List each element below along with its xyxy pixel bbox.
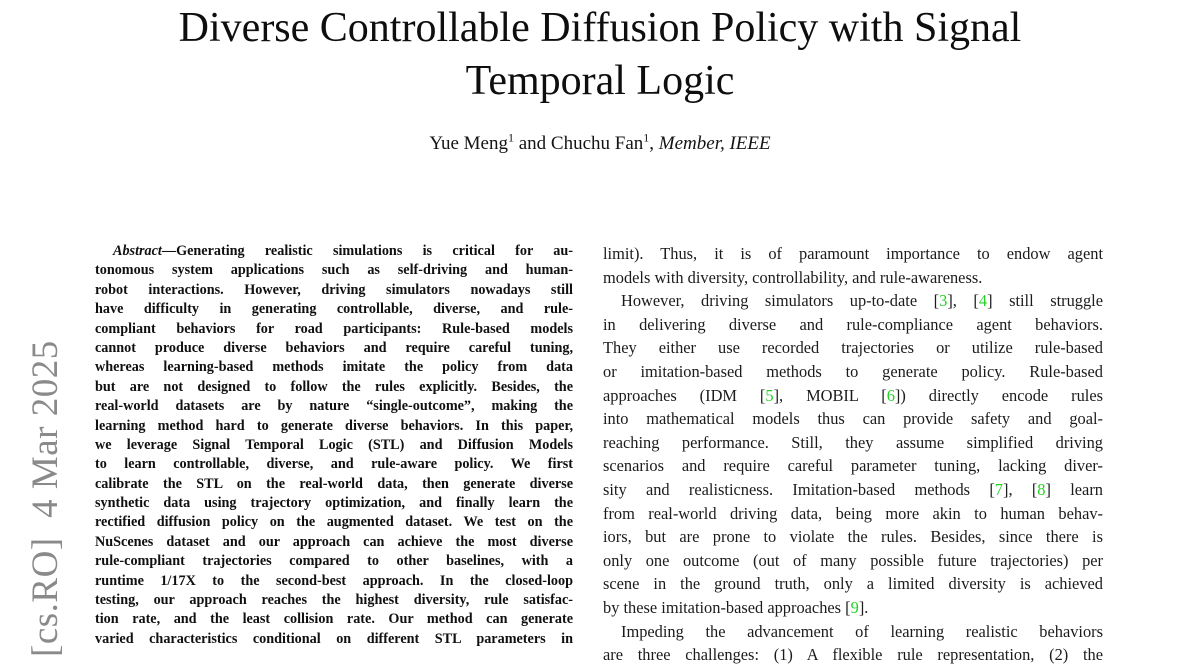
text-segment: only one outcome (out of many possible future trajectories) per [603, 550, 1103, 570]
text-segment: have difficulty in generating controllable, diverse, and rule- [95, 301, 573, 318]
text-segment: calibrate the STL on the real-world data, then generate diverse [95, 475, 573, 492]
text-line [95, 300, 573, 319]
text-segment: However, driving simulators up-to-date [ [621, 291, 940, 311]
text-segment: from real-world driving data, being more akin to human behav- [603, 503, 1103, 523]
text-segment: testing, our approach reaches the highest diversity, rule satisfac- [95, 592, 573, 609]
text-segment: by these imitation-based approaches [ [603, 597, 851, 617]
text-line [603, 431, 1103, 455]
text-segment: real-world datasets are by nature “single-outcome”, making the [95, 398, 573, 415]
text-segment: into mathematical models thus can provide safety and goal- [603, 409, 1103, 429]
text-line [95, 339, 573, 358]
text-segment: and Chuchu Fan [513, 133, 644, 154]
citation-link[interactable]: 8 [1037, 479, 1046, 499]
text-line [95, 533, 573, 552]
paper-title-line-2: Temporal Logic [465, 58, 735, 104]
text-segment: rectified diffusion policy on the augmented dataset. We test on the [95, 514, 573, 531]
paper-title [0, 2, 1200, 108]
text-line [95, 475, 573, 494]
text-line [603, 502, 1103, 526]
text-segment: —Generating realistic simulations is critical for au- [161, 243, 573, 259]
text-segment: ]. [858, 597, 869, 617]
text-segment: approaches (IDM [ [603, 385, 766, 405]
text-segment: Impeding the advancement of learning realistic behaviors [621, 621, 1103, 641]
text-segment: sity and realisticness. Imitation-based methods [ [603, 479, 995, 499]
text-segment: 1 [507, 130, 514, 145]
text-line [603, 242, 1103, 266]
text-line [95, 397, 573, 416]
text-segment: rule-compliant trajectories compared to other baselines, with a [95, 553, 573, 570]
text-line [603, 572, 1103, 596]
text-line [95, 610, 573, 629]
citation-link[interactable]: 5 [765, 385, 774, 405]
text-segment: compliant behaviors for road participants: Rule-based models [95, 320, 573, 337]
text-line [95, 417, 573, 436]
text-line [603, 384, 1103, 408]
citation-link[interactable]: 6 [886, 385, 895, 405]
text-line [95, 513, 573, 532]
text-segment: ]) directly encode rules [894, 385, 1103, 405]
text-line [95, 591, 573, 610]
text-line [603, 643, 1103, 667]
text-segment: Yue Meng [429, 133, 508, 154]
text-segment: They either use recorded trajectories or utilize rule-based [603, 338, 1103, 358]
text-segment: scenarios and require careful parameter tuning, lacking diver- [603, 456, 1103, 476]
text-segment: 1 [643, 130, 650, 145]
text-segment: runtime 1/17X to the second-best approach. In the closed-loop [95, 572, 573, 589]
text-segment: NuScenes dataset and our approach can achieve the most diverse [95, 533, 573, 550]
citation-link[interactable]: 9 [850, 597, 859, 617]
text-segment: scene in the ground truth, only a limited diversity is achieved [603, 574, 1103, 594]
text-segment: learning method hard to generate diverse behaviors. In this paper, [95, 417, 573, 434]
text-line [603, 266, 1103, 290]
text-segment: in delivering diverse and rule-compliance agent behaviors. [603, 314, 1103, 334]
text-segment: but are not designed to follow the rules explicitly. Besides, the [95, 378, 573, 395]
text-line [603, 360, 1103, 384]
text-segment: tion rate, and the least collision rate. Our method can generate [95, 611, 573, 628]
text-segment: models with diversity, controllability, and rule-awareness. [603, 267, 983, 287]
text-segment: ], MOBIL [ [773, 385, 887, 405]
text-segment: or imitation-based methods to generate policy. Rule-based [603, 361, 1103, 381]
text-line [603, 596, 1103, 620]
text-segment: Abstract [113, 243, 162, 259]
text-line [95, 358, 573, 377]
text-segment: varied characteristics conditional on different STL parameters in [95, 630, 573, 647]
text-line [95, 455, 573, 474]
text-segment: we leverage Signal Temporal Logic (STL) and Diffusion Models [95, 436, 573, 453]
text-segment: to learn controllable, diverse, and rule-aware policy. We first [95, 456, 573, 473]
paper-title-line-1: Diverse Controllable Diffusion Policy with Signal [178, 5, 1022, 51]
text-segment: limit). Thus, it is of paramount importance to endow agent [603, 244, 1103, 263]
citation-link[interactable]: 3 [939, 291, 948, 311]
text-line [603, 454, 1103, 478]
text-line [603, 313, 1103, 337]
text-segment: ], [ [947, 291, 979, 311]
text-line [95, 572, 573, 591]
text-line [603, 336, 1103, 360]
text-segment: cannot produce diverse behaviors and require careful tuning, [95, 339, 573, 356]
text-segment: ] still struggle [987, 291, 1103, 311]
text-line [603, 407, 1103, 431]
arxiv-category-watermark: [cs.RO] 4 Mar 2025 [25, 340, 66, 657]
text-segment: are three challenges: (1) A flexible rule representation, (2) the [603, 645, 1103, 665]
text-segment: iors, but are prone to violate the rules. Besides, since there is [603, 527, 1103, 547]
text-line [603, 289, 1103, 313]
body-text-column [603, 242, 1103, 667]
text-segment: , [649, 133, 659, 154]
text-line [603, 549, 1103, 573]
text-segment: ], [ [1003, 479, 1038, 499]
text-line [603, 620, 1103, 644]
text-line [95, 494, 573, 513]
text-line [95, 320, 573, 339]
text-line [603, 478, 1103, 502]
text-segment: robot interactions. However, driving simulators nowadays still [95, 281, 573, 298]
authors-line [0, 130, 1200, 155]
text-segment: whereas learning-based methods imitate the policy from data [95, 359, 573, 376]
text-line [95, 281, 573, 300]
text-segment: Member, IEEE [658, 133, 771, 154]
text-line [603, 525, 1103, 549]
text-line [95, 378, 573, 397]
text-segment: tonomous system applications such as self-driving and human- [95, 262, 573, 279]
text-segment: ] learn [1045, 479, 1103, 499]
text-line [95, 242, 573, 261]
text-segment: synthetic data using trajectory optimization, and finally learn the [95, 495, 573, 512]
text-line [95, 630, 573, 649]
citation-link[interactable]: 7 [994, 479, 1003, 499]
text-line [95, 261, 573, 280]
text-line [95, 436, 573, 455]
text-line [95, 552, 573, 571]
abstract-column [95, 242, 573, 649]
citation-link[interactable]: 4 [978, 291, 988, 311]
text-segment: reaching performance. Still, they assume simplified driving [603, 432, 1103, 452]
